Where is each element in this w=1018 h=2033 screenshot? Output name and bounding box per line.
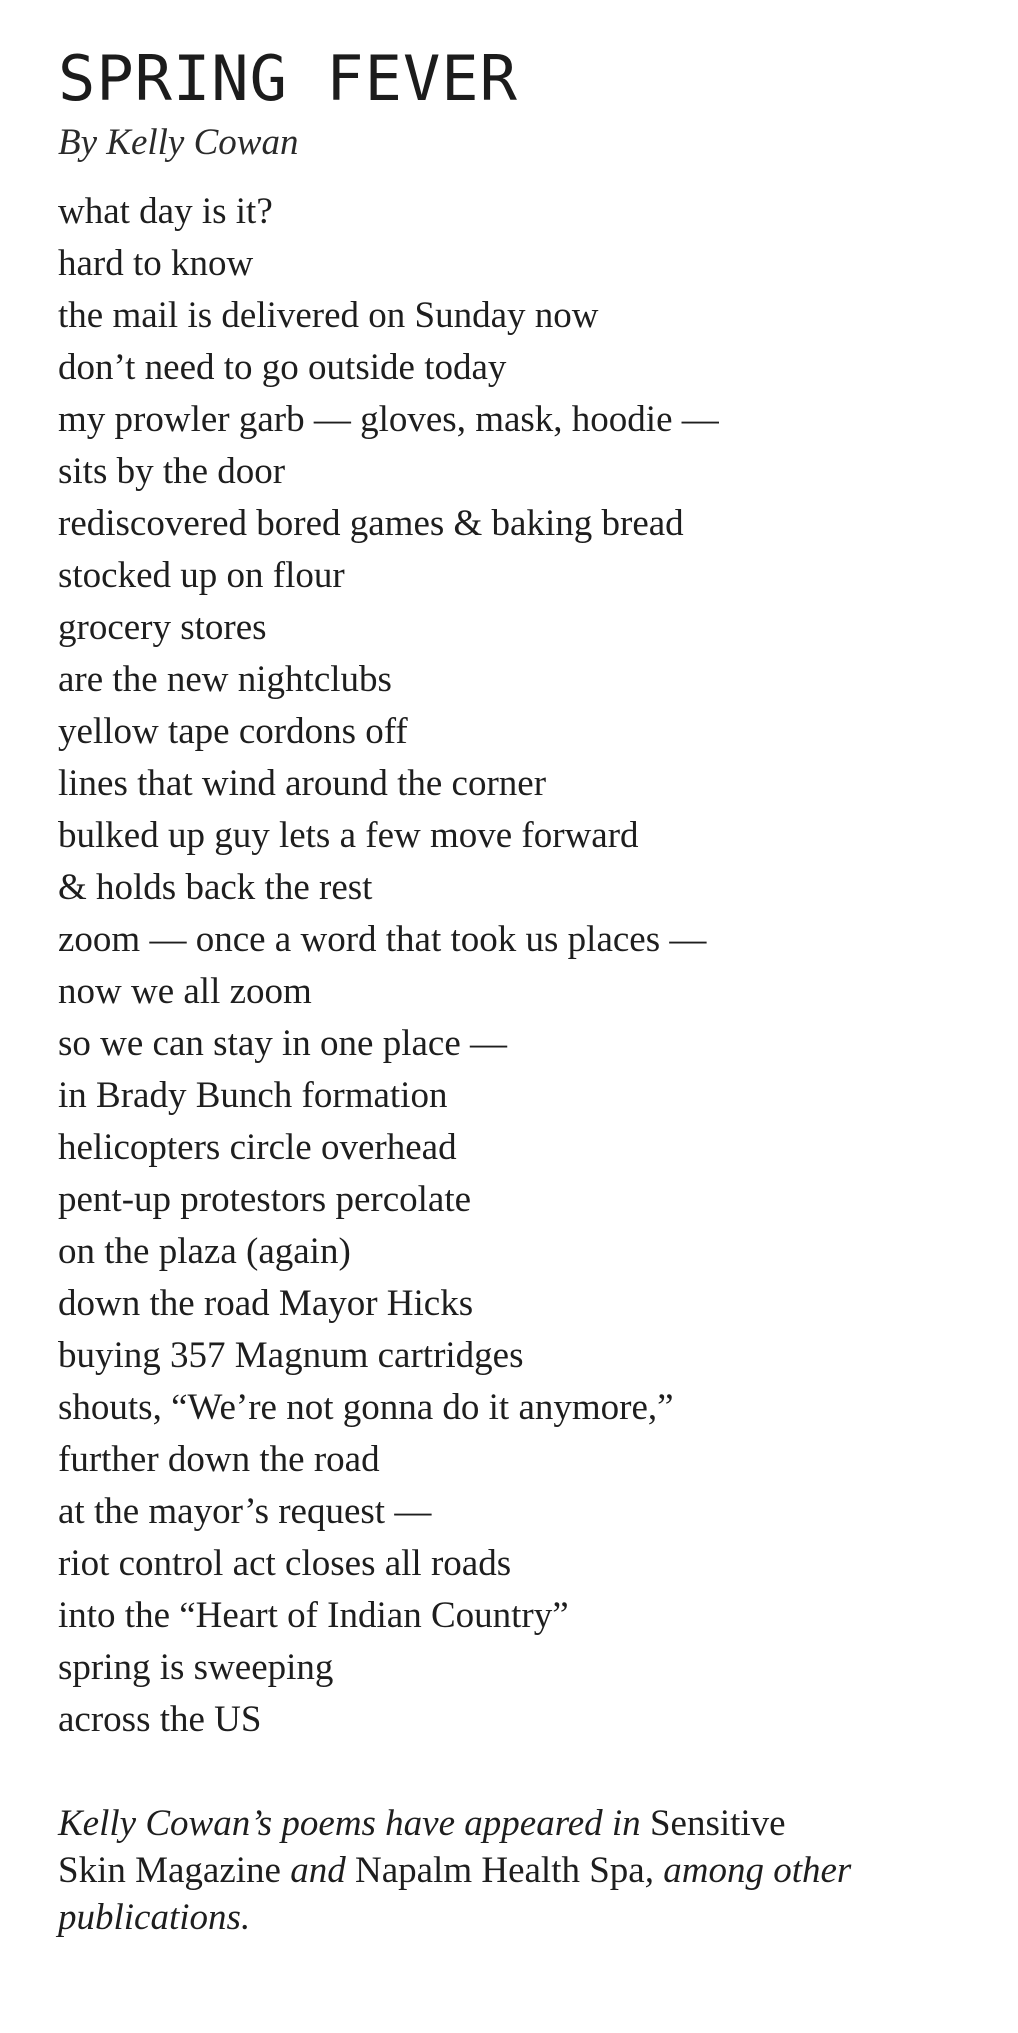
- poem-line: pent-up protestors percolate: [58, 1179, 472, 1220]
- poem-title: SPRING FEVER: [58, 42, 518, 115]
- poem-line: into the “Heart of Indian Country”: [58, 1595, 569, 1636]
- poem-line: bulked up guy lets a few move forward: [58, 815, 639, 856]
- bio-publication: Sensitive Skin Magazine: [58, 1803, 786, 1891]
- poem-line: spring is sweeping: [58, 1647, 334, 1688]
- poem-line: & holds back the rest: [58, 867, 373, 908]
- poem-line: shouts, “We’re not gonna do it anymore,”: [58, 1387, 674, 1428]
- poem-body: [58, 186, 958, 1746]
- bio-text: and: [290, 1850, 346, 1891]
- poem-line: across the US: [58, 1699, 262, 1740]
- poem-line: my prowler garb — gloves, mask, hoodie —: [58, 399, 719, 440]
- poem-page: [58, 40, 958, 1978]
- poem-line: at the mayor’s request —: [58, 1491, 432, 1532]
- bio-publication: Napalm Health Spa: [345, 1850, 645, 1891]
- poem-line: so we can stay in one place —: [58, 1023, 507, 1064]
- poem-line: yellow tape cordons off: [58, 711, 408, 752]
- poem-line: don’t need to go outside today: [58, 347, 507, 388]
- poem-line: buying 357 Magnum cartridges: [58, 1335, 524, 1376]
- poem-line: zoom — once a word that took us places —: [58, 919, 707, 960]
- poem-line: what day is it?: [58, 191, 273, 232]
- poem-line: helicopters circle overhead: [58, 1127, 457, 1168]
- poem-line: now we all zoom: [58, 971, 312, 1012]
- bio-text: Kelly Cowan’s poems have appeared in: [58, 1803, 641, 1844]
- poem-line: further down the road: [58, 1439, 380, 1480]
- author-bio: [58, 1800, 858, 1941]
- poem-line: sits by the door: [58, 451, 286, 492]
- poem-line: in Brady Bunch formation: [58, 1075, 448, 1116]
- poem-byline: By Kelly Cowan: [58, 122, 299, 163]
- poem-line: hard to know: [58, 243, 254, 284]
- poem-line: down the road Mayor Hicks: [58, 1283, 474, 1324]
- poem-line: stocked up on flour: [58, 555, 345, 596]
- poem-line: lines that wind around the corner: [58, 763, 547, 804]
- poem-line: riot control act closes all roads: [58, 1543, 512, 1584]
- bio-text: , among other publications.: [58, 1850, 852, 1938]
- poem-line: the mail is delivered on Sunday now: [58, 295, 599, 336]
- poem-line: are the new nightclubs: [58, 659, 392, 700]
- poem-line: rediscovered bored games & baking bread: [58, 503, 684, 544]
- poem-line: grocery stores: [58, 607, 267, 648]
- poem-line: on the plaza (again): [58, 1231, 351, 1272]
